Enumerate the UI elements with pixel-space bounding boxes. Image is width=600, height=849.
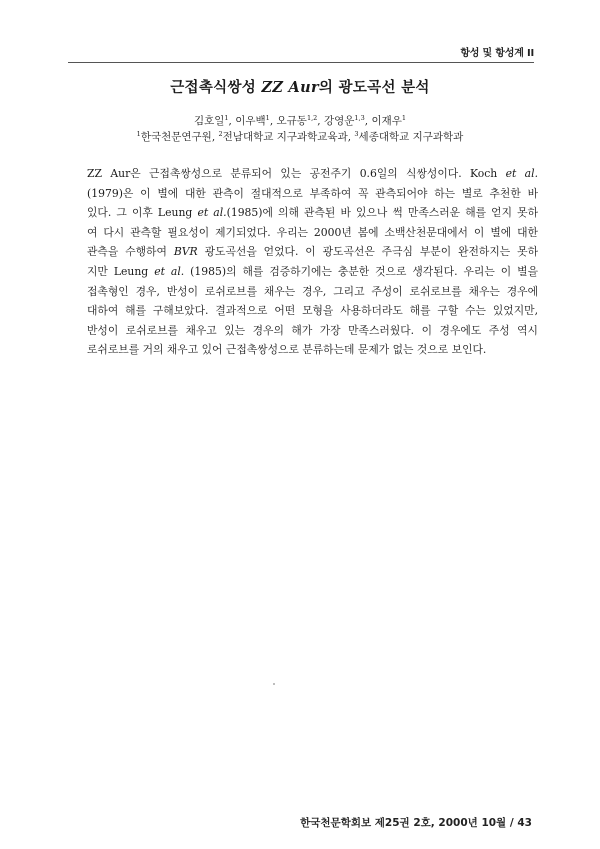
page-number: 43 [517,817,532,829]
abstract-italic: et al. [197,206,227,220]
abstract-line [87,203,538,223]
running-header-mark: II [526,48,534,59]
abstract-italic: et al. [154,264,185,278]
running-header [460,44,534,59]
author-affil-mark: 1,2 [306,114,318,122]
affiliation-mark: 2 [218,130,223,138]
affiliation-name: 세종대학교 지구과학과 [358,131,464,143]
author-name: 오규동 [276,115,307,127]
abstract-line [87,223,538,243]
abstract-text: (1979)은 이 별에 대한 관측이 절대적으로 부족하여 꼭 관측되어야 하는 별로 추천한 바 [87,186,538,200]
affiliation [219,131,348,143]
abstract-text: (1985)에 의해 관측된 바 있으나 썩 만족스러운 해를 얻지 못하 [226,206,539,220]
author-list: 김호일$^1$, 이우백$^1$, 오규동$^{1,2}$, 강영운$^{1,3}$, 이재우$^1$ [193,114,407,127]
affiliation-mark: 3 [354,130,359,138]
footer-journal: 한국천문학회보 제25권 2호, 2000년 10월 [300,817,507,829]
affiliation-name: 한국천문연구원 [140,131,212,143]
affiliation-mark: 1 [136,130,141,138]
author-name: 이우백 [235,115,266,127]
title-prefix: 근접촉식쌍성 [170,79,262,96]
author-affil-mark: 1 [401,114,407,122]
author-affil-mark: 1,3 [354,114,365,122]
author-affil-mark: 1 [265,114,270,122]
abstract-line [87,164,538,184]
author-affil-mark: 1 [224,114,229,122]
abstract-line [87,340,538,360]
author-name: 강영운 [323,115,355,127]
author [194,115,229,127]
abstract-italic: et al. [505,167,538,180]
title-object: ZZ Aur [261,79,319,96]
author [235,115,270,127]
abstract-line [87,282,538,302]
author-name: 김호일 [193,115,225,127]
page-footer [300,815,532,830]
abstract-text: 지만 Leung [87,264,155,278]
affiliation-list: $^1$한국천문연구원, $^2$전남대학교 지구과학교육과, $^3$세종대학교 지구과학과 [136,130,464,143]
abstract-text: 반성이 로쉬로브를 채우고 있는 경우의 해가 가장 만족스러웠다. 이 경우에도 주성 역시 [87,323,538,337]
title-rest: 의 광도곡선 분석 [318,79,430,96]
abstract-text: 관측을 수행하여 [87,245,174,259]
header-rule [68,62,534,63]
abstract-text: (1985)의 해를 검증하기에는 충분한 것으로 생각된다. 우리는 이 별을 [184,264,539,278]
paper-title [0,76,600,97]
footer-separator: / [506,817,518,829]
author [371,115,406,127]
abstract-line [87,301,538,321]
affiliation-name: 전남대학교 지구과학교육과 [222,131,348,143]
abstract-line [87,184,538,204]
abstract-text: 광도곡선을 얻었다. 이 광도곡선은 주극심 부분이 완전하지는 못하 [197,245,538,259]
abstract-text: ZZ Aur은 근접촉쌍성으로 분류되어 있는 공전주기 0.6일의 식쌍성이다. Koch [87,167,506,180]
abstract-text: 있다. 그 이후 Leung [87,206,198,220]
abstract-text: 접촉형인 경우, 반성이 로쉬로브를 채우는 경우, 그리고 주성이 로쉬로브를 채우는 경우에 [87,284,538,298]
abstract [87,164,538,360]
abstract-line [87,242,538,262]
scan-speck [273,683,275,685]
abstract-text: 대하여 해를 구해보았다. 결과적으로 어떤 모형을 사용하더라도 해를 구할 수는 있었지만, [87,304,538,318]
running-header-section: 항성 및 항성계 [460,48,524,59]
abstract-line [87,262,538,282]
author [324,115,365,127]
abstract-text: 여 다시 관측할 필요성이 제기되었다. 우리는 2000년 봄에 소백산천문대에서 이 별에 대한 [87,225,538,239]
abstract-line [87,321,538,341]
abstract-italic: BVR [173,245,198,259]
abstract-text: 로쉬로브를 거의 채우고 있어 근접촉쌍성으로 분류하는데 문제가 없는 것으로 보인다. [87,343,487,357]
author-name: 이재우 [371,115,402,127]
author [277,115,318,127]
affiliation [354,131,463,143]
affiliation [137,131,212,143]
